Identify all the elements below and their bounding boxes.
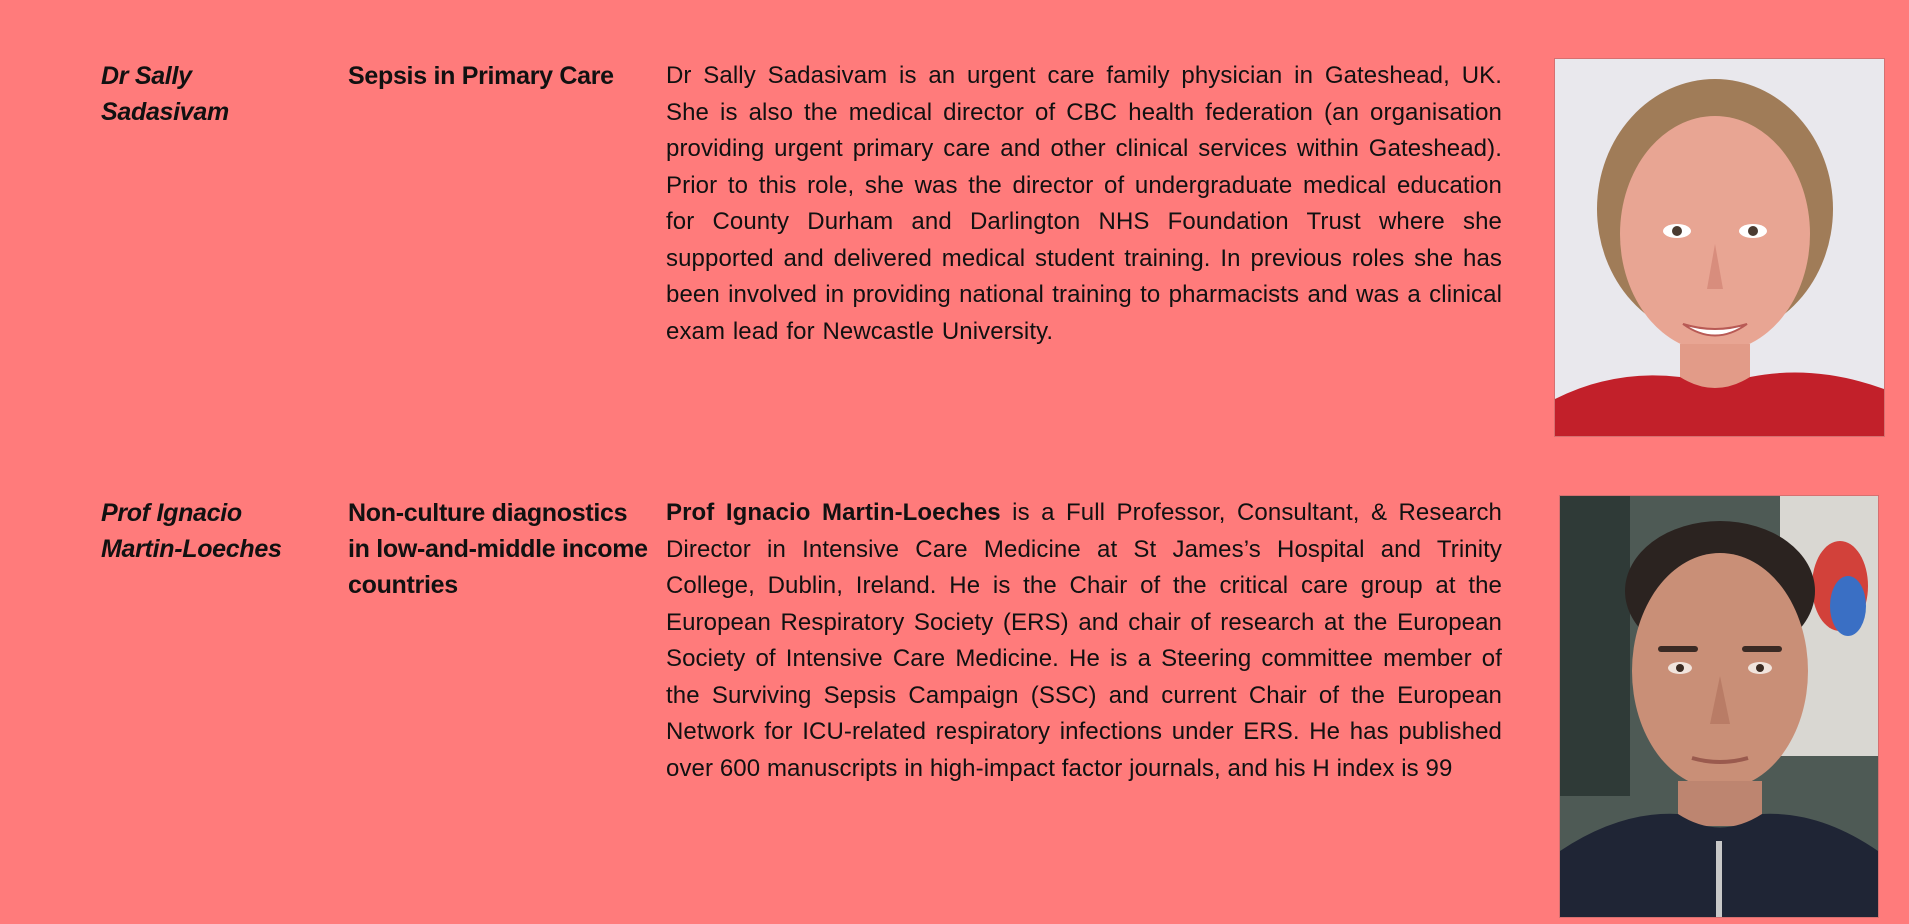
bio-text: is a Full Professor, Consultant, & Research Director in Intensive Care Medicine at St James’s Hospital and Trinity College, Dublin, Ireland. He is the Chair of the critical care group at the European Respiratory Society (ERS) and chair of research at the European Society of Intensive Care Medicine. He is a Steering committee member of the Surviving Sepsis Campaign (SSC) and current Chair of the European Network for ICU-related respiratory infections under ERS. He has published over 600 manuscripts in high-impact factor journals, and his H index is 99 xyxy=(666,499,1502,782)
speaker-name-line2: Martin-Loeches xyxy=(101,535,282,563)
talk-topic: Sepsis in Primary Care xyxy=(348,62,614,90)
speaker-photo xyxy=(1559,495,1879,918)
speaker-bio xyxy=(666,58,1502,350)
bio-lead-name: Prof Ignacio Martin-Loeches xyxy=(666,499,1001,526)
speaker-row-ignacio-martin-loeches xyxy=(0,495,1909,920)
bio-lead-name: Dr Sally Sadasivam xyxy=(666,62,888,89)
talk-topic: Non-culture diagnostics in low-and-middle income countries xyxy=(348,499,648,599)
speaker-name xyxy=(101,58,331,130)
speaker-bio xyxy=(666,495,1502,787)
speaker-photo xyxy=(1554,58,1885,437)
portrait-placeholder-icon xyxy=(1560,496,1878,917)
bio-text: is an urgent care family physician in Gateshead, UK. She is also the medical director of CBC health federation (an organisation providing urgent primary care and other clinical services within Gateshead). Prior to this role, she was the director of undergraduate medical education for County Durham and Darlington NHS Foundation Trust where she supported and delivered medical student training. In previous roles she has been involved in providing national training to pharmacists and was a clinical exam lead for Newcastle University. xyxy=(666,62,1502,345)
speaker-name-line2: Sadasivam xyxy=(101,98,229,126)
speaker-name-line1: Prof Ignacio xyxy=(101,499,242,527)
portrait-placeholder-icon xyxy=(1555,59,1884,436)
speaker-row-sally-sadasivam xyxy=(0,58,1909,438)
speaker-name-line1: Dr Sally xyxy=(101,62,192,90)
speaker-name xyxy=(101,495,331,567)
